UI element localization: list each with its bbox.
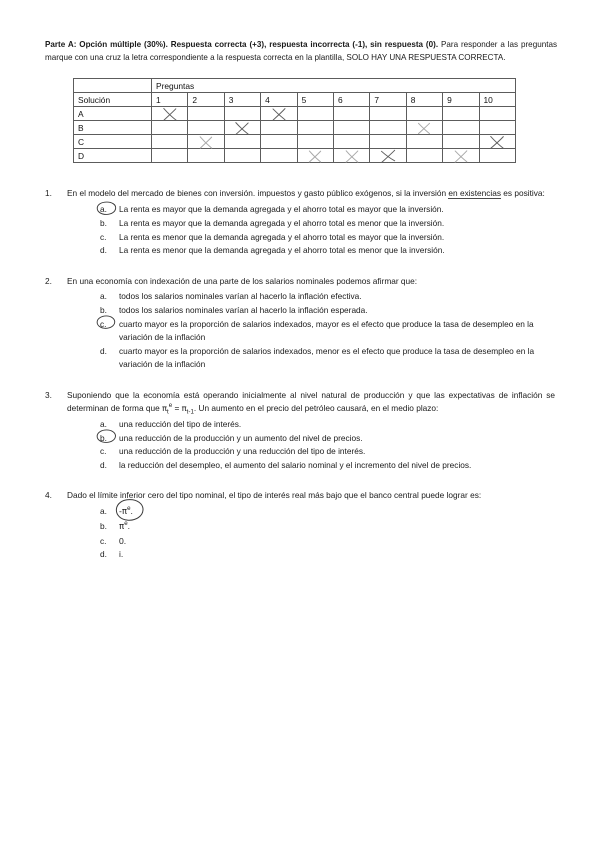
grid-cell-b-2[interactable]	[188, 121, 224, 135]
cross-mark-icon	[380, 149, 397, 164]
grid-question-number: 6	[333, 93, 369, 107]
grid-cell-b-1[interactable]	[152, 121, 188, 135]
grid-question-number: 2	[188, 93, 224, 107]
question-1-stem-post: es positiva:	[501, 188, 545, 199]
option-3-a-letter: a.	[100, 418, 107, 429]
grid-cell-d-3[interactable]	[224, 149, 260, 163]
grid-header-preguntas: Preguntas	[152, 79, 516, 93]
option-3-c-letter: c.	[100, 446, 107, 457]
question-4-number: 4.	[45, 490, 52, 501]
table-row-option-b	[74, 121, 516, 135]
question-3-formula: $\pi_t^e = \pi_{t-1}$	[162, 402, 194, 416]
question-1-number: 1.	[45, 188, 52, 199]
table-row-question-numbers	[74, 93, 516, 107]
grid-cell-a-10[interactable]	[479, 107, 515, 121]
grid-cell-c-10[interactable]	[479, 135, 515, 149]
option-1-d-marker	[100, 244, 119, 257]
grid-cell-c-2[interactable]	[188, 135, 224, 149]
grid-cell-c-1[interactable]	[152, 135, 188, 149]
option-3-b[interactable]	[100, 432, 557, 445]
grid-cell-c-4[interactable]	[261, 135, 297, 149]
grid-header-solucion: Solución	[74, 93, 152, 107]
table-row-option-d	[74, 149, 516, 163]
question-3-stem-post: . Un aumento en el precio del petróleo causará, en el medio plazo:	[193, 403, 439, 414]
option-4-a-marker	[100, 505, 119, 518]
option-3-c[interactable]	[100, 445, 557, 458]
grid-question-number: 7	[370, 93, 406, 107]
cross-mark-icon	[198, 135, 215, 150]
cross-mark-icon	[452, 149, 469, 164]
grid-row-label: C	[74, 135, 152, 149]
grid-cell-d-5[interactable]	[297, 149, 333, 163]
option-1-c-marker	[100, 231, 119, 244]
option-4-d-marker	[100, 548, 119, 561]
option-2-d[interactable]	[100, 345, 557, 372]
cross-mark-icon	[343, 149, 360, 164]
cross-mark-icon	[416, 121, 433, 136]
option-2-d-marker	[100, 345, 119, 358]
grid-cell-b-10[interactable]	[479, 121, 515, 135]
grid-cell-c-8[interactable]	[406, 135, 442, 149]
grid-cell-a-6[interactable]	[333, 107, 369, 121]
grid-cell-b-4[interactable]	[261, 121, 297, 135]
option-4-b-marker	[100, 520, 119, 533]
answer-grid-wrapper	[73, 78, 521, 163]
option-4-b-value: $\pi^e$.	[119, 519, 131, 532]
option-4-d-text: i.	[119, 549, 124, 560]
grid-cell-d-1[interactable]	[152, 149, 188, 163]
option-2-b-marker	[100, 304, 119, 317]
grid-row-label: D	[74, 149, 152, 163]
option-4-c-letter: c.	[100, 535, 107, 546]
question-1-stem	[45, 187, 557, 201]
option-3-d-text: la reducción del desempleo, el aumento del salario nominal y el incremento del nivel de precios.	[119, 460, 472, 471]
option-1-d-text: La renta es menor que la demanda agregada y el ahorro total es menor que la inversión.	[119, 245, 445, 256]
option-4-b-letter: b.	[100, 520, 107, 531]
option-4-b[interactable]	[100, 520, 557, 534]
grid-cell-b-6[interactable]	[333, 121, 369, 135]
cross-mark-icon	[489, 135, 506, 150]
option-2-a-text: todos los salarios nominales varían al hacerlo la inflación efectiva.	[119, 291, 362, 302]
option-1-b-marker	[100, 217, 119, 230]
option-1-b[interactable]	[100, 217, 557, 230]
option-4-a[interactable]	[100, 505, 557, 519]
question-3-stem	[45, 389, 557, 416]
question-1-text	[67, 187, 557, 201]
question-1-stem-underlined: en existencias	[448, 188, 501, 199]
option-2-b[interactable]	[100, 304, 557, 317]
option-3-a-marker	[100, 418, 119, 431]
grid-question-number: 3	[224, 93, 260, 107]
table-row-group-header	[74, 79, 516, 93]
option-2-d-text: cuarto mayor es la proporción de salarios indexados, menor es el efecto que produce la tasa de desempleo en la variación de la inflación	[119, 345, 535, 370]
option-1-c-text: La renta es menor que la demanda agregada y el ahorro total es mayor que la inversión.	[119, 231, 445, 242]
option-2-c[interactable]	[100, 318, 557, 345]
question-1-stem-pre: En el modelo del mercado de bienes con inversión. impuestos y gasto público exógenos, si la inversión	[67, 188, 449, 199]
option-3-d-letter: d.	[100, 460, 107, 471]
grid-cell-a-9[interactable]	[443, 107, 479, 121]
part-a-instructions	[45, 38, 557, 64]
grid-cell-a-5[interactable]	[297, 107, 333, 121]
option-1-c-letter: c.	[100, 231, 107, 242]
question-2	[45, 275, 557, 372]
question-4-stem	[45, 489, 557, 503]
answer-grid-table	[73, 78, 516, 163]
question-3-stem-pre: Suponiendo que la economía está operando inicialmente al nivel natural de producción y que las expectativas de inflación se determinan de forma que	[67, 389, 555, 414]
question-4-text: Dado el límite inferior cero del tipo nominal, el tipo de interés real más bajo que el banco central puede lograr es:	[67, 490, 482, 501]
grid-cell-d-4[interactable]	[261, 149, 297, 163]
question-2-text: En una economía con indexación de una parte de los salarios nominales podemos afirmar que:	[67, 275, 418, 286]
grid-cell-b-8[interactable]	[406, 121, 442, 135]
question-1-options	[100, 203, 557, 258]
option-1-d[interactable]	[100, 244, 557, 257]
grid-question-number: 5	[297, 93, 333, 107]
option-4-a-text	[119, 505, 557, 519]
option-1-c[interactable]	[100, 231, 557, 244]
cross-mark-icon	[270, 107, 287, 122]
option-2-a-marker	[100, 290, 119, 303]
option-3-a[interactable]	[100, 418, 557, 431]
grid-cell-a-7[interactable]	[370, 107, 406, 121]
grid-cell-a-2[interactable]	[188, 107, 224, 121]
grid-question-number: 10	[479, 93, 515, 107]
option-3-b-text: una reducción de la producción y un aumento del nivel de precios.	[119, 432, 363, 443]
table-row-option-c	[74, 135, 516, 149]
option-3-d[interactable]	[100, 459, 557, 472]
grid-cell-b-7[interactable]	[370, 121, 406, 135]
option-4-a-letter: a.	[100, 506, 107, 517]
grid-cell-b-5[interactable]	[297, 121, 333, 135]
option-1-a-text: La renta es mayor que la demanda agregada y el ahorro total es mayor que la inversión.	[119, 204, 444, 214]
option-2-a[interactable]	[100, 290, 557, 303]
page-content	[45, 38, 557, 579]
option-3-b-letter: b.	[100, 432, 107, 443]
grid-cell-d-8[interactable]	[406, 149, 442, 163]
grid-cell-d-2[interactable]	[188, 149, 224, 163]
grid-cell-a-8[interactable]	[406, 107, 442, 121]
grid-cell-b-3[interactable]	[224, 121, 260, 135]
table-row-option-a	[74, 107, 516, 121]
grid-cell-d-9[interactable]	[443, 149, 479, 163]
option-4-c[interactable]	[100, 535, 557, 548]
option-2-b-text: todos los salarios nominales varían al hacerlo la inflación esperada.	[119, 305, 368, 316]
option-4-a-value: $-\pi^e$.	[119, 505, 133, 518]
question-2-stem	[45, 275, 557, 289]
grid-cell-c-7[interactable]	[370, 135, 406, 149]
grid-cell-c-6[interactable]	[333, 135, 369, 149]
grid-row-label: B	[74, 121, 152, 135]
question-3-options	[100, 418, 557, 473]
question-3	[45, 389, 557, 473]
grid-cell-a-1[interactable]	[152, 107, 188, 121]
question-3-text	[67, 389, 557, 416]
option-1-a[interactable]	[100, 203, 557, 216]
question-4-options	[100, 505, 557, 562]
question-4	[45, 489, 557, 561]
option-4-d[interactable]	[100, 548, 557, 561]
part-a-instructions-bold: Parte A: Opción múltiple (30%). Respuesta correcta (+3), respuesta incorrecta (-1), sin respuesta (0).	[45, 40, 439, 49]
questions-list	[45, 187, 557, 561]
grid-question-number: 4	[261, 93, 297, 107]
grid-cell-d-10[interactable]	[479, 149, 515, 163]
option-1-a-letter: a.	[100, 204, 107, 214]
option-3-d-marker	[100, 459, 119, 472]
grid-cell-b-9[interactable]	[443, 121, 479, 135]
grid-cell-d-6[interactable]	[333, 149, 369, 163]
option-4-b-text	[119, 520, 557, 534]
grid-question-number: 8	[406, 93, 442, 107]
grid-cell-a-3[interactable]	[224, 107, 260, 121]
option-3-c-marker	[100, 445, 119, 458]
option-4-c-text: 0.	[119, 535, 127, 546]
option-1-b-text: La renta es mayor que la demanda agregada y el ahorro total es menor que la inversión.	[119, 217, 445, 228]
grid-cell-c-5[interactable]	[297, 135, 333, 149]
option-3-c-text: una reducción de la producción y una reducción del tipo de interés.	[119, 446, 366, 457]
grid-corner-cell	[74, 79, 152, 93]
grid-question-number: 9	[443, 93, 479, 107]
option-2-d-letter: d.	[100, 345, 107, 356]
option-1-d-letter: d.	[100, 245, 107, 256]
grid-row-label: A	[74, 107, 152, 121]
option-3-a-text: una reducción del tipo de interés.	[119, 418, 242, 429]
option-2-c-letter: c.	[100, 318, 107, 329]
grid-question-number: 1	[152, 93, 188, 107]
cross-mark-icon	[307, 149, 324, 164]
question-1	[45, 187, 557, 257]
option-2-b-letter: b.	[100, 305, 107, 316]
question-3-number: 3.	[45, 389, 52, 400]
option-2-c-text: cuarto mayor es la proporción de salarios indexados, mayor es el efecto que produce la tasa de desempleo en la variación de la inflación	[119, 318, 534, 343]
question-2-options	[100, 290, 557, 371]
grid-cell-c-3[interactable]	[224, 135, 260, 149]
grid-cell-d-7[interactable]	[370, 149, 406, 163]
question-2-number: 2.	[45, 275, 52, 286]
option-4-d-letter: d.	[100, 549, 107, 560]
cross-mark-icon	[234, 121, 251, 136]
option-1-b-letter: b.	[100, 217, 107, 228]
grid-cell-a-4[interactable]	[261, 107, 297, 121]
cross-mark-icon	[161, 107, 178, 122]
part-a-instructions-rest: Para responder a las preguntas marque con una cruz la letra correspondiente a la respuesta correcta en la plantilla, SOLO HAY UNA RESPUESTA CORRECTA.	[45, 40, 557, 63]
option-3-b-marker	[100, 432, 119, 445]
option-2-a-letter: a.	[100, 291, 107, 302]
option-1-a-marker	[100, 203, 119, 216]
option-2-c-marker	[100, 318, 119, 331]
grid-cell-c-9[interactable]	[443, 135, 479, 149]
option-4-c-marker	[100, 535, 119, 548]
